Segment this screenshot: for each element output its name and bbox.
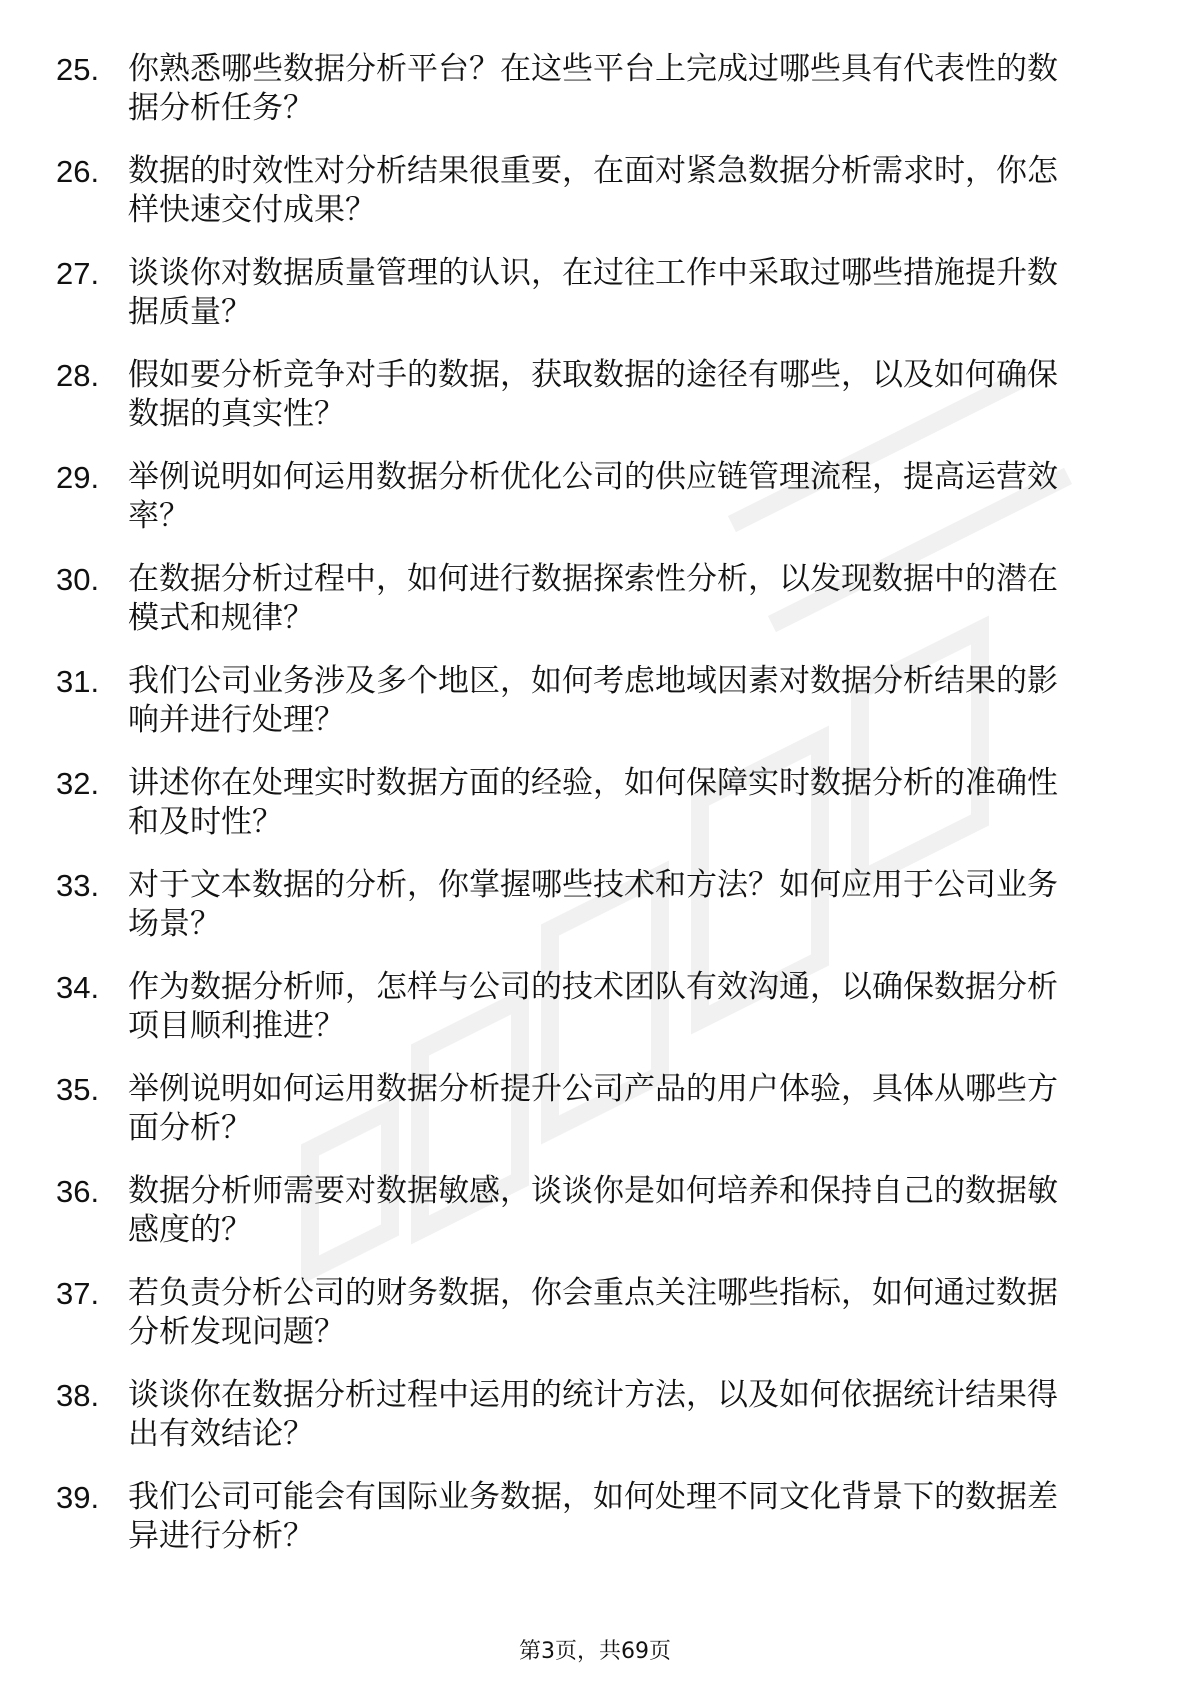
question-item — [56, 1478, 1136, 1556]
interview-question-list — [56, 50, 1136, 1580]
question-item — [56, 356, 1136, 434]
question-number: 27. — [56, 256, 100, 291]
question-text: 你熟悉哪些数据分析平台？在这些平台上完成过哪些具有代表性的数据分析任务？ — [128, 51, 1058, 126]
question-item — [56, 1376, 1136, 1454]
question-item — [56, 1070, 1136, 1148]
question-item — [56, 866, 1136, 944]
question-text: 谈谈你对数据质量管理的认识，在过往工作中采取过哪些措施提升数据质量？ — [128, 255, 1058, 330]
question-number: 30. — [56, 562, 100, 597]
question-text: 举例说明如何运用数据分析优化公司的供应链管理流程，提高运营效率？ — [128, 459, 1058, 534]
question-number: 36. — [56, 1174, 100, 1209]
question-number: 25. — [56, 52, 100, 87]
page-number: 第3页，共69页 — [519, 1639, 671, 1664]
question-text: 数据分析师需要对数据敏感，谈谈你是如何培养和保持自己的数据敏感度的？ — [128, 1173, 1058, 1248]
question-number: 37. — [56, 1276, 100, 1311]
question-item — [56, 968, 1136, 1046]
question-text: 假如要分析竞争对手的数据，获取数据的途径有哪些，以及如何确保数据的真实性？ — [128, 357, 1058, 432]
question-text: 谈谈你在数据分析过程中运用的统计方法，以及如何依据统计结果得出有效结论？ — [128, 1377, 1058, 1452]
question-text: 数据的时效性对分析结果很重要，在面对紧急数据分析需求时，你怎样快速交付成果？ — [128, 153, 1058, 228]
question-text: 我们公司可能会有国际业务数据，如何处理不同文化背景下的数据差异进行分析？ — [128, 1479, 1058, 1554]
question-number: 28. — [56, 358, 100, 393]
question-text: 讲述你在处理实时数据方面的经验，如何保障实时数据分析的准确性和及时性？ — [128, 765, 1058, 840]
question-text: 我们公司业务涉及多个地区，如何考虑地域因素对数据分析结果的影响并进行处理？ — [128, 663, 1058, 738]
question-number: 29. — [56, 460, 100, 495]
question-number: 32. — [56, 766, 100, 801]
question-number: 35. — [56, 1072, 100, 1107]
question-item — [56, 662, 1136, 740]
question-number: 39. — [56, 1480, 100, 1515]
question-number: 33. — [56, 868, 100, 903]
question-text: 若负责分析公司的财务数据，你会重点关注哪些指标，如何通过数据分析发现问题？ — [128, 1275, 1058, 1350]
question-number: 38. — [56, 1378, 100, 1413]
question-text: 在数据分析过程中，如何进行数据探索性分析，以发现数据中的潜在模式和规律？ — [128, 561, 1058, 636]
question-item — [56, 152, 1136, 230]
question-item — [56, 458, 1136, 536]
question-text: 举例说明如何运用数据分析提升公司产品的用户体验，具体从哪些方面分析？ — [128, 1071, 1058, 1146]
question-text: 对于文本数据的分析，你掌握哪些技术和方法？如何应用于公司业务场景？ — [128, 867, 1058, 942]
question-item — [56, 560, 1136, 638]
question-item — [56, 1274, 1136, 1352]
question-item — [56, 50, 1136, 128]
question-number: 34. — [56, 970, 100, 1005]
question-number: 26. — [56, 154, 100, 189]
question-item — [56, 254, 1136, 332]
question-number: 31. — [56, 664, 100, 699]
question-item — [56, 1172, 1136, 1250]
question-item — [56, 764, 1136, 842]
question-text: 作为数据分析师，怎样与公司的技术团队有效沟通，以确保数据分析项目顺利推进？ — [128, 969, 1058, 1044]
